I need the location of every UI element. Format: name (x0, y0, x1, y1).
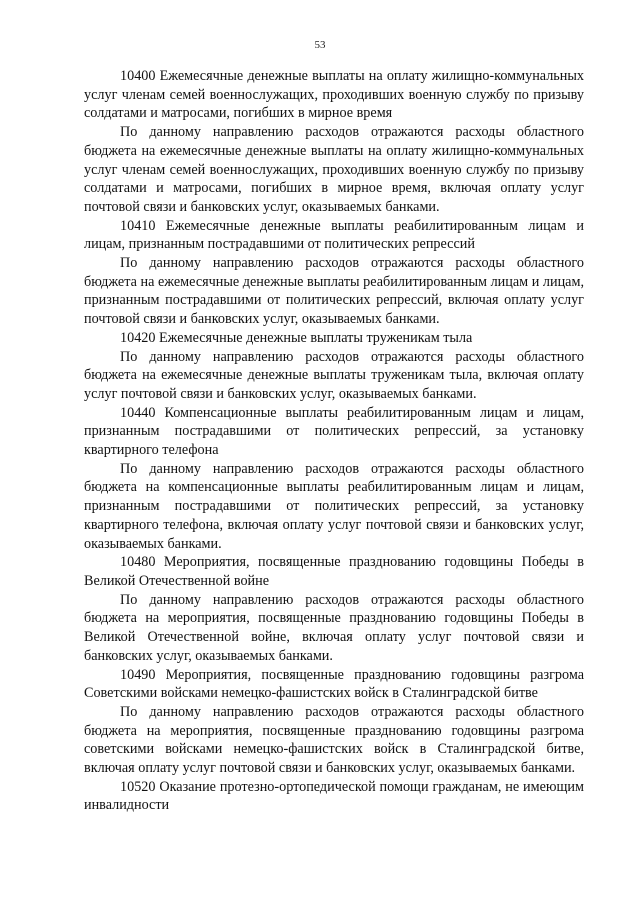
document-body (84, 67, 584, 815)
section-heading-10490: 10490 Мероприятия, посвященные празднованию годовщины разгрома Советскими войсками немецко-фашистских войск в Сталинградской битве (84, 666, 584, 702)
page-number: 53 (314, 39, 326, 51)
section-description-10440: По данному направлению расходов отражаются расходы областного бюджета на компенсационные выплаты реабилитированным лицам и лицам, признанным пострадавшими от политических репрессий, за установку квартирного телефона, включая оплату услуг почтовой связи и банковских услуг, оказываемых банками. (84, 460, 584, 552)
section-heading-10410: 10410 Ежемесячные денежные выплаты реабилитированным лицам и лицам, признанным пострадавшими от политических репрессий (84, 217, 584, 253)
section-description-10420: По данному направлению расходов отражаются расходы областного бюджета на ежемесячные денежные выплаты труженикам тыла, включая оплату услуг почтовой связи и банковских услуг, оказываемых банками. (84, 348, 584, 402)
section-description-10490: По данному направлению расходов отражаются расходы областного бюджета на мероприятия, посвященные празднованию годовщины разгрома советскими войсками немецко-фашистских войск в Сталинградской битве, включая оплату услуг почтовой связи и банковских услуг, оказываемых банками. (84, 703, 584, 777)
section-heading-10420: 10420 Ежемесячные денежные выплаты труженикам тыла (120, 329, 473, 346)
section-description-10410: По данному направлению расходов отражаются расходы областного бюджета на ежемесячные денежные выплаты реабилитированным лицам и лицам, признанным пострадавшими от политических репрессий, включая оплату услуг почтовой связи и банковских услуг, оказываемых банками. (84, 255, 584, 328)
section-heading-10400: 10400 Ежемесячные денежные выплаты на оплату жилищно-коммунальных услуг членам семей военнослужащих, проходивших военную службу по призыву солдатами и матросами, погибших в мирное время (84, 68, 584, 122)
section-heading-10440: 10440 Компенсационные выплаты реабилитированным лицам и лицам, признанным пострадавшими от политических репрессий, за установку квартирного телефона (84, 404, 584, 459)
section-description-10400: По данному направлению расходов отражаются расходы областного бюджета на ежемесячные денежные выплаты на оплату жилищно-коммунальных услуг членам семей военнослужащих, проходивших военную службу по призыву солдатами и матросами, погибших в мирное время, включая оплату услуг почтовой связи и банковских услуг, оказываемых банками. (84, 124, 584, 215)
section-heading-10480: 10480 Мероприятия, посвященные празднованию годовщины Победы в Великой Отечественной войне (84, 554, 584, 589)
section-heading-10520: 10520 Оказание протезно-ортопедической помощи гражданам, не имеющим инвалидности (84, 778, 584, 814)
section-description-10480: По данному направлению расходов отражаются расходы областного бюджета на мероприятия, посвященные празднованию годовщины Победы в Великой Отечественной войне, включая оплату услуг почтовой связи и банковских услуг, оказываемых банками. (84, 591, 584, 664)
